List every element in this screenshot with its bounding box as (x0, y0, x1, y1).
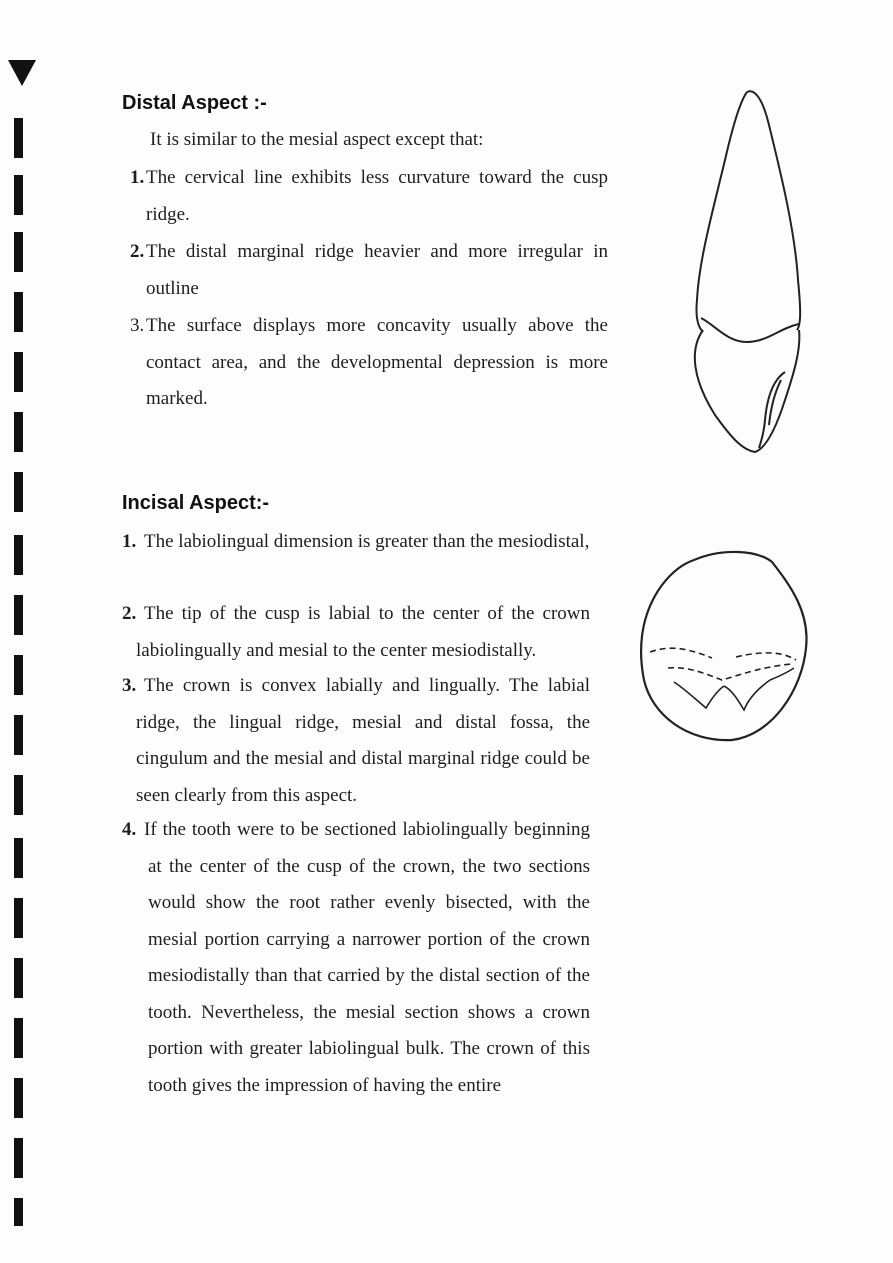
item-text: The surface displays more concavity usually above the contact area, and the developmental depression is more marked. (146, 315, 608, 409)
binding-hole (14, 595, 23, 635)
binding-hole (14, 292, 23, 332)
binding-hole (14, 775, 23, 815)
binding-hole (14, 838, 23, 878)
item-number: 1. (122, 531, 137, 552)
item-number: 3. (122, 675, 137, 696)
binding-hole (14, 715, 23, 755)
binding-hole (14, 898, 23, 938)
incisal-item-2 (122, 596, 590, 669)
item-text: The distal marginal ridge heavier and more irregular in outline (146, 241, 608, 299)
binding-hole (14, 175, 23, 215)
incisal-item-3 (122, 668, 590, 814)
item-number: 3. (130, 315, 145, 336)
binding-hole (14, 1078, 23, 1118)
binding-hole (14, 412, 23, 452)
binding-hole (14, 535, 23, 575)
incisal-item-1 (122, 524, 590, 561)
item-number: 2. (130, 241, 145, 262)
binding-hole (14, 472, 23, 512)
item-text: The cervical line exhibits less curvature toward the cusp ridge. (146, 167, 608, 225)
binding-hole (14, 1138, 23, 1178)
distal-aspect-heading: Distal Aspect :- (122, 92, 267, 114)
binding-hole (14, 655, 23, 695)
binding-hole (14, 1198, 23, 1226)
incisal-view-tooth-figure (632, 540, 817, 755)
item-text: The crown is convex labially and lingually. The labial ridge, the lingual ridge, mesial and distal fossa, the cingulum and the mesial and distal marginal ridge could be seen clearly from this aspect. (136, 675, 590, 806)
distal-item-3 (128, 308, 608, 418)
binding-hole (14, 232, 23, 272)
item-number: 2. (122, 603, 137, 624)
distal-intro: It is similar to the mesial aspect except that: (150, 129, 484, 150)
binding-hole (14, 118, 23, 158)
distal-item-1 (128, 160, 608, 233)
binding-holes (0, 0, 40, 1263)
item-text: If the tooth were to be sectioned labiolingually beginning at the center of the cusp of the crown, the two sections would show the root rather evenly bisected, with the mesial portion carrying a narrower portion of the crown mesiodistally than that carried by the distal section of the tooth. Nevertheless, the mesial section shows a crown portion with greater labiolingual bulk. The crown of this tooth gives the impression of having the entire (144, 819, 590, 1096)
binding-hole (14, 352, 23, 392)
item-text: The tip of the cusp is labial to the center of the crown labiolingually and mesial to the center mesiodistally. (136, 603, 590, 661)
item-text: The labiolingual dimension is greater than the mesiodistal, (144, 531, 590, 552)
incisal-item-4 (122, 812, 590, 1104)
distal-item-2 (128, 234, 608, 307)
item-number: 4. (122, 819, 137, 840)
item-number: 1. (130, 167, 145, 188)
binding-hole (14, 1018, 23, 1058)
distal-view-tooth-figure (685, 80, 815, 460)
binding-clip (8, 60, 36, 86)
incisal-aspect-heading: Incisal Aspect:- (122, 492, 270, 514)
binding-hole (14, 958, 23, 998)
